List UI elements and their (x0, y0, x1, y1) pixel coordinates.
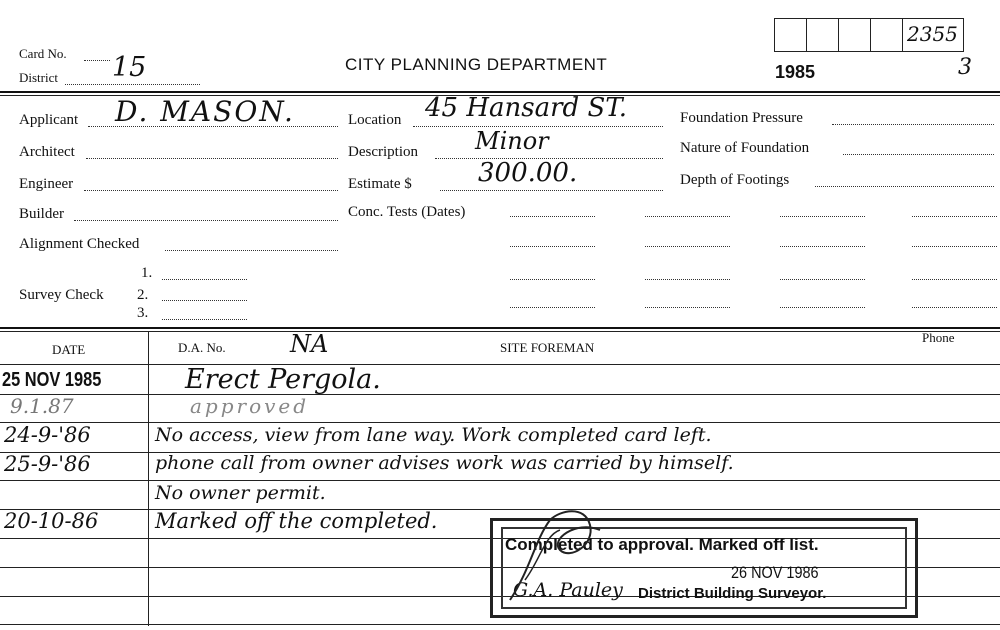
surveyor-signature: G.A. Pauley (513, 579, 623, 601)
conc-test-line (645, 279, 730, 280)
number-box (838, 18, 871, 52)
builder-line (74, 220, 338, 221)
log-rule (0, 480, 1000, 481)
log-divider (0, 327, 1000, 329)
description-label: Description (348, 144, 418, 160)
applicant-value: D. MASON. (115, 95, 295, 128)
engineer-line (84, 190, 338, 191)
log-rule (0, 364, 1000, 365)
conc-test-line (912, 216, 997, 217)
conc-test-line (780, 307, 865, 308)
date-header: DATE (52, 342, 86, 357)
estimate-label: Estimate $ (348, 176, 412, 192)
location-label: Location (348, 112, 402, 128)
applicant-label: Applicant (19, 112, 79, 128)
date-column-divider (148, 331, 149, 626)
nature-foundation-label: Nature of Foundation (680, 140, 810, 156)
stamp-completed-text: Completed to approval. Marked off list. (505, 535, 819, 554)
entry-date: 25-9-'86 (4, 452, 91, 476)
entry-text: approved (190, 394, 310, 418)
foundation-pressure-label: Foundation Pressure (680, 110, 803, 126)
phone-header: Phone (922, 330, 955, 345)
survey-item-2: 2. (137, 287, 149, 303)
entry-text: No access, view from lane way. Work completed card left. (155, 424, 712, 446)
conc-test-line (510, 279, 595, 280)
card-number: 2355 (907, 22, 958, 46)
district-line (65, 84, 200, 85)
conc-test-line (510, 216, 595, 217)
card-year: 1985 (775, 62, 816, 82)
number-box (902, 18, 964, 52)
entry-text: No owner permit. (155, 482, 326, 504)
district-value: 15 (112, 52, 147, 83)
log-rule (0, 624, 1000, 625)
location-value: 45 Hansard ST. (425, 93, 628, 123)
entry-date: 25 NOV 1985 (2, 369, 102, 391)
survey-label: Survey Check (19, 287, 104, 303)
entry-date: 24-9-'86 (4, 423, 91, 447)
department-title: CITY PLANNING DEPARTMENT (345, 55, 608, 74)
stamp-date: 26 NOV 1986 (731, 563, 819, 582)
conc-test-line (510, 307, 595, 308)
conc-test-line (645, 246, 730, 247)
entry-date: 20-10-86 (4, 509, 99, 533)
initials-scribble (490, 500, 620, 610)
number-box (806, 18, 839, 52)
stamp-surveyor-title: District Building Surveyor. (638, 585, 827, 602)
conc-test-line (780, 279, 865, 280)
number-box (774, 18, 807, 52)
log-rule (0, 394, 1000, 395)
card-no-label: Card No. (19, 46, 67, 61)
log-rule (0, 422, 1000, 423)
builder-label: Builder (19, 206, 64, 222)
description-value: Minor (475, 127, 549, 155)
card-no-line (84, 60, 110, 61)
conc-test-line (645, 307, 730, 308)
depth-footings-line (815, 186, 994, 187)
district-label: District (19, 70, 58, 85)
depth-footings-label: Depth of Footings (680, 172, 790, 188)
conc-test-line (510, 246, 595, 247)
conc-test-line (912, 279, 997, 280)
entry-text: phone call from owner advises work was carried by himself. (155, 452, 734, 474)
conc-test-line (912, 307, 997, 308)
conc-test-line (645, 216, 730, 217)
card-number-boxes (775, 18, 964, 52)
da-value: NA (290, 330, 329, 358)
log-divider-thin (0, 331, 1000, 332)
survey-line-2 (162, 300, 247, 301)
card-sub-number: 3 (958, 55, 972, 80)
estimate-line (440, 190, 663, 191)
foreman-header: SITE FOREMAN (500, 340, 595, 355)
survey-line-3 (162, 319, 247, 320)
number-box (870, 18, 903, 52)
engineer-label: Engineer (19, 176, 74, 192)
da-header: D.A. No. (178, 340, 226, 355)
entry-text: Marked off the completed. (155, 509, 438, 533)
conc-test-line (780, 216, 865, 217)
foundation-pressure-line (832, 124, 994, 125)
nature-foundation-line (843, 154, 994, 155)
alignment-label: Alignment Checked (19, 236, 140, 252)
estimate-value: 300.00. (478, 158, 578, 188)
survey-item-1: 1. (141, 265, 153, 281)
conc-tests-label: Conc. Tests (Dates) (348, 204, 466, 220)
entry-text: Erect Pergola. (185, 364, 381, 395)
architect-label: Architect (19, 144, 75, 160)
survey-item-3: 3. (137, 305, 149, 321)
conc-test-line (912, 246, 997, 247)
architect-line (86, 158, 338, 159)
conc-test-line (780, 246, 865, 247)
survey-line-1 (162, 279, 247, 280)
entry-date: 9.1.87 (10, 394, 74, 418)
alignment-line (165, 250, 338, 251)
